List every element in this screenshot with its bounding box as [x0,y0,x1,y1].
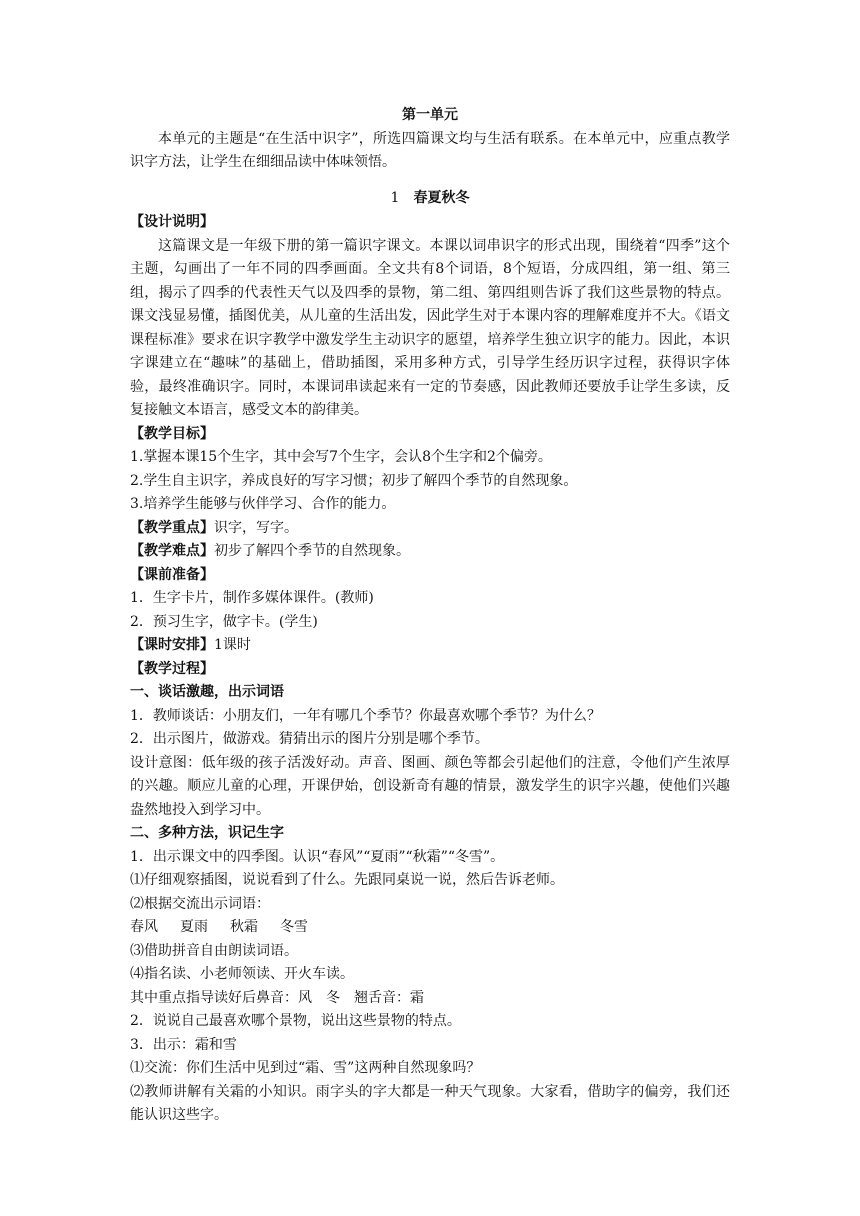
difficulty-heading: 【教学难点】 [130,543,214,559]
prep-item: 2．预习生字，做字卡。(学生) [130,613,318,630]
lesson-title [130,187,730,211]
unit-title: 第一单元 [402,107,458,123]
part2-sub3: ⑶借助拼音自由朗读词语。 [130,942,298,959]
part2-sub4: ⑷指名读、小老师领读、开火车读。 [130,966,354,982]
goal-item: 3.培养学生能够与伙伴学习、合作的能力。 [130,496,396,512]
part2-sub5: ⑴交流：你们生活中见到过“霜、雪”这两种自然现象吗？ [130,1060,481,1076]
lesson-name: 春夏秋冬 [413,189,470,206]
part1-line: 2．出示图片，做游戏。猜猜出示的图片分别是哪个季节。 [130,731,489,747]
prep-item: 1．生字卡片，制作多媒体课件。(教师) [130,590,374,606]
process-heading: 【教学过程】 [130,660,214,677]
difficulty [130,540,730,564]
schedule [130,634,730,658]
part1-intent: 设计意图：低年级的孩子活泼好动。声音、图画、颜色等都会引起他们的注意，令他们产生浓厚的兴趣。顺应儿童的心理，开课伊始，创设新奇有趣的情景，激发学生的识字兴趣，使他们兴趣盎然地投入到学习中。 [130,754,730,818]
document-page [130,104,730,1128]
part2-title: 二、多种方法，识记生字 [130,825,284,841]
part1-title: 一、谈话激趣，出示词语 [130,684,284,700]
key-point-text: 识字，写字。 [214,519,298,536]
part2-line3: 3．出示：霜和雪 [130,1036,237,1053]
schedule-heading: 【课时安排】 [130,637,214,653]
word-item: 春风 [130,919,158,935]
part2-line2: 2．说说自己最喜欢哪个景物，说出这些景物的特点。 [130,1013,461,1029]
difficulty-text: 初步了解四个季节的自然现象。 [214,543,410,559]
part2-pron: 其中重点指导读好后鼻音：风 冬 翘舌音：霜 [130,989,424,1006]
goals-heading: 【教学目标】 [130,425,214,442]
part2-sub1: ⑴仔细观察插图，说说看到了什么。先跟同桌说一说，然后告诉老师。 [130,872,564,888]
part1-line: 1．教师谈话：小朋友们，一年有哪几个季节？你最喜欢哪个季节？为什么？ [130,707,601,724]
key-point [130,517,730,541]
prep-heading: 【课前准备】 [130,566,214,583]
key-point-heading: 【教学重点】 [130,519,214,536]
word-list [130,916,730,940]
goal-item: 1.掌握本课15个生字，其中会写7个生字，会认8个生字和2个偏旁。 [130,449,552,465]
unit-intro: 本单元的主题是“在生活中识字”，所选四篇课文均与生活有联系。在本单元中，应重点教学识字方法，让学生在细细品读中体味领悟。 [130,130,730,170]
lesson-number: 1 [390,189,400,206]
part2-line1: 1．出示课文中的四季图。认识“春风”“夏雨”“秋霜”“冬雪”。 [130,848,505,865]
part2-sub2: ⑵根据交流出示词语： [130,895,270,912]
part2-sub6: ⑵教师讲解有关霜的小知识。雨字头的字大都是一种天气现象。大家看，借助字的偏旁，我们还能认识这些字。 [130,1083,730,1123]
word-item: 冬雪 [280,919,308,935]
word-item: 秋霜 [230,919,258,935]
design-text: 这篇课文是一年级下册的第一篇识字课文。本课以词串识字的形式出现，围绕着“四季”这个主题，勾画出了一年不同的四季画面。全文共有8个词语，8个短语，分成四组，第一组、第三组，揭示了四季的代表性天气以及四季的景物，第二组、第四组则告诉了我们这些景物的特点。课文浅显易懂，插图优美，从儿童的生活出发，因此学生对于本课内容的理解难度并不大。《语文课程标准》要求在识字教学中激发学生主动识字的愿望，培养学生独立识字的能力。因此，本识字课建立在“趣味”的基础上，借助插图，采用多种方式，引导学生经历识字过程，获得识字体验，最终准确识字。同时，本课词串读起来有一定的节奏感，因此教师还要放手让学生多读，反复接触文本语言，感受文本的韵律美。 [130,237,730,418]
design-heading: 【设计说明】 [130,214,214,230]
word-item: 夏雨 [180,919,208,935]
goal-item: 2.学生自主识字，养成良好的写字习惯；初步了解四个季节的自然现象。 [130,472,578,489]
schedule-text: 1课时 [214,637,251,653]
